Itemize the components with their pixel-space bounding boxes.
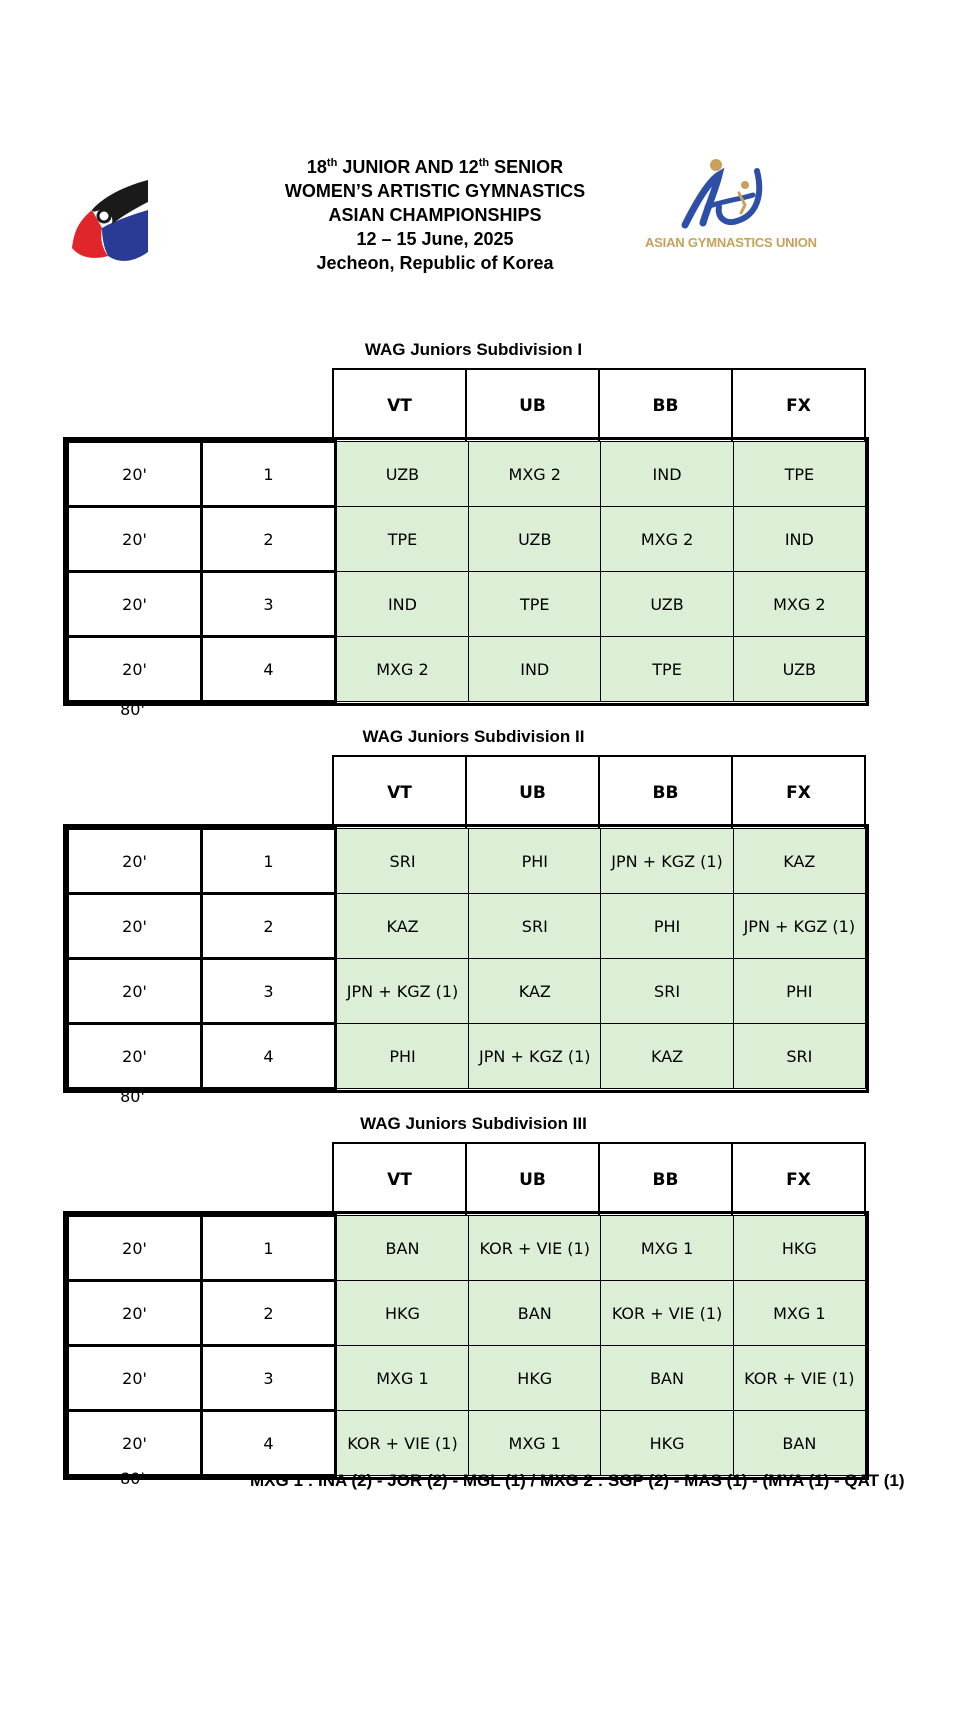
table-row (68, 959, 866, 1024)
total-time: 80' (120, 1469, 145, 1488)
apparatus-ub: UB (466, 756, 599, 830)
team-cell: KAZ (335, 894, 468, 959)
table-row (68, 1346, 866, 1411)
team-cell: TPE (733, 442, 865, 507)
apparatus-fx: FX (732, 756, 865, 830)
team-cell: SRI (469, 894, 601, 959)
rotation-time: 20' (68, 959, 202, 1024)
apparatus-ub: UB (466, 1143, 599, 1217)
rotation-table (66, 440, 866, 703)
rotation-time: 20' (68, 1216, 202, 1281)
team-cell: JPN + KGZ (1) (469, 1024, 601, 1089)
apparatus-ub: UB (466, 369, 599, 443)
team-cell: KAZ (601, 1024, 733, 1089)
team-cell: MXG 1 (469, 1411, 601, 1476)
rotation-number: 2 (202, 1281, 336, 1346)
rotation-time: 20' (68, 1411, 202, 1476)
team-cell: UZB (469, 507, 601, 572)
team-cell: MXG 2 (733, 572, 865, 637)
rotation-time: 20' (68, 507, 202, 572)
rotation-number: 4 (202, 1024, 336, 1089)
apparatus-fx: FX (732, 1143, 865, 1217)
team-cell: MXG 1 (733, 1281, 865, 1346)
team-cell: SRI (335, 829, 468, 894)
rotation-number: 1 (202, 442, 336, 507)
team-cell: JPN + KGZ (1) (335, 959, 468, 1024)
team-cell: KOR + VIE (1) (601, 1281, 733, 1346)
team-cell: IND (335, 572, 468, 637)
rotation-time: 20' (68, 894, 202, 959)
subdivision-title: WAG Juniors Subdivision I (364, 340, 583, 359)
subdivision-title: WAG Juniors Subdivision II (362, 727, 585, 746)
apparatus-header (332, 1142, 866, 1218)
table-row (68, 894, 866, 959)
team-cell: BAN (733, 1411, 865, 1476)
rotation-time: 20' (68, 1024, 202, 1089)
team-cell: TPE (469, 572, 601, 637)
table-row (68, 1281, 866, 1346)
apparatus-header (332, 368, 866, 444)
team-cell: PHI (733, 959, 865, 1024)
rotation-number: 3 (202, 1346, 336, 1411)
federation-logo (72, 180, 152, 270)
apparatus-header (332, 755, 866, 831)
header-line-5: Jecheon, Republic of Korea (316, 253, 554, 273)
rotation-number: 1 (202, 829, 336, 894)
header-line-4: 12 – 15 June, 2025 (356, 229, 514, 249)
team-cell: IND (469, 637, 601, 702)
team-cell: PHI (469, 829, 601, 894)
team-cell: MXG 1 (335, 1346, 468, 1411)
team-cell: MXG 2 (335, 637, 468, 702)
team-cell: TPE (335, 507, 468, 572)
team-cell: KAZ (469, 959, 601, 1024)
total-time: 80' (120, 1087, 145, 1106)
team-cell: PHI (601, 894, 733, 959)
apparatus-bb: BB (599, 369, 732, 443)
rotation-number: 4 (202, 1411, 336, 1476)
apparatus-fx: FX (732, 369, 865, 443)
team-cell: BAN (335, 1216, 468, 1281)
team-cell: UZB (601, 572, 733, 637)
team-cell: BAN (469, 1281, 601, 1346)
agu-logo (645, 155, 817, 255)
rotation-table (66, 827, 866, 1090)
team-cell: TPE (601, 637, 733, 702)
table-row (68, 442, 866, 507)
rotation-time: 20' (68, 1346, 202, 1411)
rotation-number: 3 (202, 959, 336, 1024)
apparatus-vt: VT (333, 369, 466, 443)
table-row (68, 1024, 866, 1089)
apparatus-bb: BB (599, 756, 732, 830)
rotation-table (66, 1214, 866, 1477)
rotation-time: 20' (68, 829, 202, 894)
apparatus-vt: VT (333, 756, 466, 830)
team-cell: BAN (601, 1346, 733, 1411)
agu-emblem-icon (645, 155, 805, 235)
team-cell: KAZ (733, 829, 865, 894)
team-cell: KOR + VIE (1) (469, 1216, 601, 1281)
team-cell: JPN + KGZ (1) (733, 894, 865, 959)
team-cell: PHI (335, 1024, 468, 1089)
team-cell: HKG (733, 1216, 865, 1281)
team-cell: HKG (469, 1346, 601, 1411)
rotation-number: 3 (202, 572, 336, 637)
rotation-number: 4 (202, 637, 336, 702)
team-cell: KOR + VIE (1) (335, 1411, 468, 1476)
table-row (68, 829, 866, 894)
championship-header (245, 155, 625, 275)
rotation-number: 2 (202, 894, 336, 959)
team-cell: JPN + KGZ (1) (601, 829, 733, 894)
rotation-time: 20' (68, 442, 202, 507)
team-cell: KOR + VIE (1) (733, 1346, 865, 1411)
subdivision-title: WAG Juniors Subdivision III (360, 1114, 587, 1133)
mixed-group-footnote: MXG 1 : INA (2) - JOR (2) - MGL (1) / MXG 2 : SGP (2) - MAS (1) - (MYA (1) - QAT (1) (250, 1471, 905, 1490)
team-cell: HKG (335, 1281, 468, 1346)
rotation-time: 20' (68, 637, 202, 702)
agu-logo-text: ASIAN GYMNASTICS UNION (645, 235, 817, 250)
table-row (68, 572, 866, 637)
rotation-time: 20' (68, 1281, 202, 1346)
team-cell: HKG (601, 1411, 733, 1476)
rotation-number: 2 (202, 507, 336, 572)
header-line-3: ASIAN CHAMPIONSHIPS (328, 205, 542, 225)
table-row (68, 637, 866, 702)
rotation-number: 1 (202, 1216, 336, 1281)
team-cell: MXG 2 (601, 507, 733, 572)
header-line-2: WOMEN’S ARTISTIC GYMNASTICS (284, 181, 586, 201)
team-cell: MXG 2 (469, 442, 601, 507)
table-row (68, 507, 866, 572)
apparatus-vt: VT (333, 1143, 466, 1217)
total-time: 80' (120, 700, 145, 719)
apparatus-bb: BB (599, 1143, 732, 1217)
team-cell: IND (733, 507, 865, 572)
rotation-time: 20' (68, 572, 202, 637)
team-cell: SRI (601, 959, 733, 1024)
table-row (68, 1216, 866, 1281)
header-line-1: 18th JUNIOR AND 12th SENIOR (306, 157, 564, 177)
team-cell: UZB (335, 442, 468, 507)
team-cell: SRI (733, 1024, 865, 1089)
team-cell: UZB (733, 637, 865, 702)
table-row (68, 1411, 866, 1476)
team-cell: MXG 1 (601, 1216, 733, 1281)
team-cell: IND (601, 442, 733, 507)
